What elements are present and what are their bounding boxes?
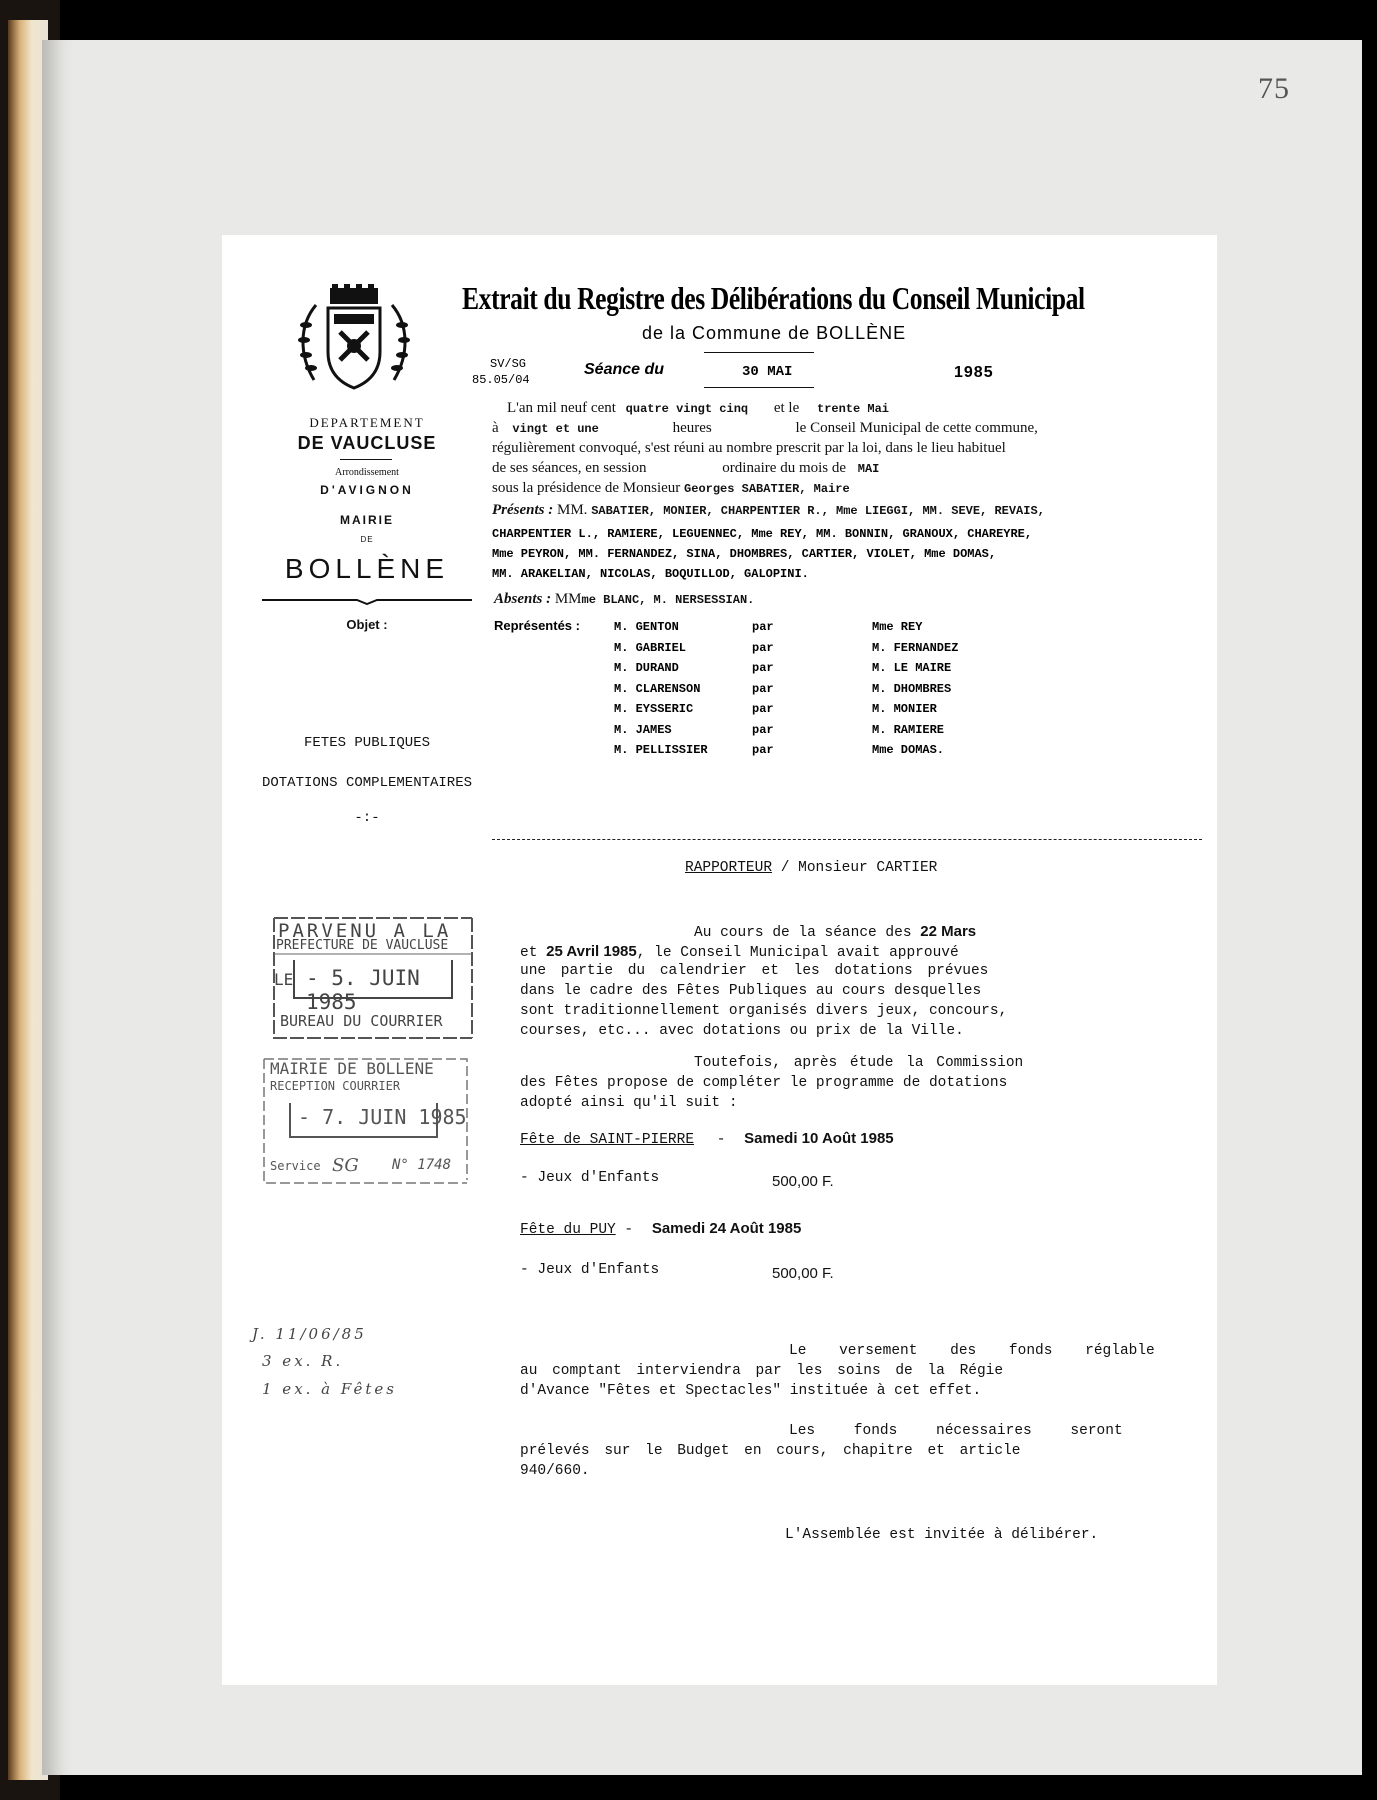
preamble-text: à bbox=[492, 420, 499, 436]
proxy-name: Mme REY bbox=[872, 620, 923, 634]
stamp2-line2: RECEPTION COURRIER bbox=[270, 1079, 401, 1093]
proxy-name: Mme DOMAS. bbox=[872, 743, 945, 757]
preamble-text: L'an mil neuf cent bbox=[507, 400, 616, 416]
p1-text: , le Conseil Municipal avait approuvé bbox=[636, 945, 959, 961]
subject-line-1: FETES PUBLIQUES bbox=[303, 735, 431, 751]
absents-mm: MM bbox=[554, 591, 582, 607]
proxy-name: M. DHOMBRES bbox=[872, 681, 952, 696]
par-label: par bbox=[752, 640, 774, 655]
p4-line-2: prélevés sur le Budget en cours, chapitre et article bbox=[520, 1443, 1021, 1459]
proxy-name: M. LE MAIRE bbox=[872, 661, 952, 675]
stamp1-le: LE bbox=[274, 970, 294, 989]
fete-1-row bbox=[520, 1130, 894, 1148]
presents-line-1: SABATIER, MONIER, CHARPENTIER R., Mme LIEGGI, MM. SEVE, REVAIS, bbox=[591, 504, 1045, 518]
fete-1-item: - Jeux d'Enfants bbox=[520, 1170, 660, 1186]
presents-line-4: MM. ARAKELIAN, NICOLAS, BOQUILLOD, GALOPINI. bbox=[492, 567, 809, 581]
preamble-line-4 bbox=[492, 460, 879, 477]
p1-line-3: une partie du calendrier et les dotations prévues bbox=[520, 963, 989, 979]
document-title: Extrait du Registre des Délibérations du Conseil Municipal bbox=[462, 280, 1085, 316]
p2-line-3: adopté ainsi qu'il suit : bbox=[520, 1095, 738, 1111]
preamble-line-5 bbox=[492, 480, 850, 497]
presents-line-2: CHARPENTIER L., RAMIERE, LEGUENNEC, Mme REY, MM. BONNIN, GRANOUX, CHAREYRE, bbox=[492, 527, 1033, 541]
preamble-text: et le bbox=[773, 400, 800, 416]
par-label: par bbox=[752, 722, 774, 737]
p1-line-4: dans le cadre des Fêtes Publiques au cours desquelles bbox=[520, 983, 982, 999]
preamble-line-2 bbox=[492, 420, 1038, 437]
preamble-hour: vingt et une bbox=[512, 422, 599, 436]
de-label: DE bbox=[360, 535, 374, 544]
seance-year: 1985 bbox=[954, 364, 994, 381]
department-label: DEPARTEMENT bbox=[309, 415, 425, 430]
seance-rule bbox=[704, 387, 814, 388]
represente-name: M. DURAND bbox=[614, 661, 679, 675]
p1-line-2 bbox=[520, 943, 959, 961]
par-label: par bbox=[752, 661, 774, 675]
preamble-text: le Conseil Municipal de cette commune, bbox=[795, 420, 1038, 436]
p1-line-6: courses, etc... avec dotations ou prix de la Ville. bbox=[520, 1023, 964, 1039]
absents-row bbox=[494, 591, 754, 608]
absents-list: me BLANC, M. NERSESSIAN. bbox=[581, 593, 755, 607]
seance-date: 30 MAI bbox=[742, 364, 793, 380]
p1-line-1 bbox=[694, 923, 976, 941]
p3-line-2: au comptant interviendra par les soins de la Régie bbox=[520, 1363, 1004, 1379]
p2-line-1: Toutefois, après étude la Commission bbox=[694, 1055, 1024, 1071]
preamble-day: trente Mai bbox=[817, 402, 890, 416]
reference-2: 85.05/04 bbox=[472, 373, 530, 387]
handwritten-note-2: 3 ex. R. bbox=[262, 1352, 344, 1370]
represente-name: M. GABRIEL bbox=[614, 640, 687, 655]
closing-line: L'Assemblée est invitée à délibérer. bbox=[785, 1527, 1099, 1543]
arrondissement-label: Arrondissement bbox=[335, 467, 399, 478]
stamp2-date: - 7. JUIN 1985 bbox=[298, 1105, 467, 1129]
par-label: par bbox=[752, 681, 774, 696]
p1-text: et bbox=[520, 945, 538, 961]
presents-label: Présents : bbox=[492, 502, 554, 518]
par-label: par bbox=[752, 743, 774, 757]
deliberation-sheet bbox=[222, 235, 1217, 1685]
represente-name: M. EYSSERIC bbox=[614, 702, 694, 716]
preamble-year: quatre vingt cinq bbox=[625, 402, 749, 416]
stamp2-line1: MAIRIE DE BOLLENE bbox=[270, 1059, 434, 1078]
handwritten-note-1: J. 11/06/85 bbox=[252, 1325, 367, 1343]
stamp2-service: Service bbox=[270, 1159, 321, 1173]
p2-line-2: des Fêtes propose de compléter le programme de dotations bbox=[520, 1075, 1008, 1091]
represente-name: M. GENTON bbox=[614, 620, 679, 634]
preamble-text: de ses séances, en session bbox=[492, 460, 647, 476]
rapporteur-label: RAPPORTEUR bbox=[685, 860, 773, 876]
preamble-month: MAI bbox=[857, 462, 880, 476]
dashed-separator bbox=[492, 839, 1202, 840]
proxy-name: M. RAMIERE bbox=[872, 722, 945, 737]
preamble-line-1 bbox=[507, 400, 889, 417]
absents-label: Absents : bbox=[494, 591, 552, 607]
stamp1-line4: BUREAU DU COURRIER bbox=[280, 1012, 443, 1030]
fete-1-date: Samedi 10 Août 1985 bbox=[744, 1130, 894, 1147]
divider bbox=[340, 459, 392, 460]
stamp2-service-value: SG bbox=[332, 1155, 359, 1176]
subject-separator: -:- bbox=[354, 810, 380, 826]
par-label: par bbox=[752, 620, 774, 634]
ornament-rule bbox=[262, 595, 472, 605]
preamble-president: Georges SABATIER, Maire bbox=[684, 482, 850, 496]
stamp1-line1: PARVENU A LA bbox=[278, 920, 452, 942]
fete-2-title: Fête du PUY bbox=[520, 1222, 616, 1238]
proxy-name: M. MONIER bbox=[872, 702, 937, 716]
preamble-text: ordinaire du mois de bbox=[722, 460, 847, 476]
p1-text: Au cours de la séance des bbox=[694, 925, 912, 941]
preamble-text: sous la présidence de Monsieur bbox=[492, 480, 681, 496]
p1-date-1: 22 Mars bbox=[920, 923, 977, 940]
page-number: 75 bbox=[1258, 72, 1290, 105]
p1-line-5: sont traditionnellement organisés divers jeux, concours, bbox=[520, 1003, 1008, 1019]
preamble-text: heures bbox=[672, 420, 712, 436]
stamp2-number: N° 1748 bbox=[392, 1157, 452, 1173]
fete-1-title: Fête de SAINT-PIERRE bbox=[520, 1132, 695, 1148]
stamp1-date: - 5. JUIN 1985 bbox=[306, 966, 420, 1014]
department-name: DE VAUCLUSE bbox=[297, 433, 437, 453]
mairie-reception-stamp bbox=[262, 1055, 472, 1195]
represente-name: M. JAMES bbox=[614, 722, 672, 737]
title-rule bbox=[704, 352, 814, 353]
p1-date-2: 25 Avril 1985 bbox=[546, 943, 637, 960]
arrondissement-name: D'AVIGNON bbox=[320, 483, 414, 497]
mairie-label: MAIRIE bbox=[340, 513, 394, 527]
representes-label: Représentés : bbox=[494, 618, 580, 633]
p3-line-1: Le versement des fonds réglable bbox=[789, 1343, 1155, 1359]
fete-1-dash: - bbox=[716, 1132, 726, 1148]
presents-line-3: Mme PEYRON, MM. FERNANDEZ, SINA, DHOMBRES, CARTIER, VIOLET, Mme DOMAS, bbox=[492, 547, 997, 561]
fete-2-row bbox=[520, 1220, 801, 1238]
p3-line-3: d'Avance "Fêtes et Spectacles" instituée à cet effet. bbox=[520, 1383, 982, 1399]
rapporteur-name: / Monsieur CARTIER bbox=[780, 860, 938, 876]
seance-label: Séance du bbox=[584, 361, 665, 378]
par-label: par bbox=[752, 702, 774, 716]
town-name: BOLLÈNE bbox=[284, 553, 450, 584]
town-crest-icon bbox=[294, 280, 414, 400]
fete-2-amount: 500,00 F. bbox=[772, 1265, 834, 1282]
represente-name: M. PELLISSIER bbox=[614, 743, 708, 757]
presents-header bbox=[492, 502, 1045, 519]
fete-2-date: Samedi 24 Août 1985 bbox=[651, 1220, 802, 1237]
register-page bbox=[42, 40, 1362, 1775]
reference-1: SV/SG bbox=[490, 357, 527, 371]
prefecture-stamp bbox=[272, 910, 477, 1040]
subject-line-2: DOTATIONS COMPLEMENTAIRES bbox=[261, 775, 473, 791]
presents-mm: MM. bbox=[557, 502, 588, 518]
handwritten-note-3: 1 ex. à Fêtes bbox=[262, 1380, 397, 1398]
p4-line-1: Les fonds nécessaires seront bbox=[789, 1423, 1123, 1439]
preamble-line-3: régulièrement convoqué, s'est réuni au nombre prescrit par la loi, dans le lieu habituel bbox=[492, 440, 1006, 456]
proxy-name: M. FERNANDEZ bbox=[872, 640, 959, 655]
document-subtitle: de la Commune de BOLLÈNE bbox=[642, 323, 907, 343]
objet-label: Objet : bbox=[346, 617, 388, 632]
rapporteur-row bbox=[685, 860, 937, 876]
fete-2-item: - Jeux d'Enfants bbox=[520, 1262, 660, 1278]
represente-name: M. CLARENSON bbox=[614, 681, 701, 696]
stamp1-line2: PREFECTURE DE VAUCLUSE bbox=[276, 938, 449, 953]
fete-1-amount: 500,00 F. bbox=[772, 1173, 834, 1190]
p4-line-3: 940/660. bbox=[520, 1463, 590, 1479]
fete-2-dash: - bbox=[624, 1222, 634, 1238]
